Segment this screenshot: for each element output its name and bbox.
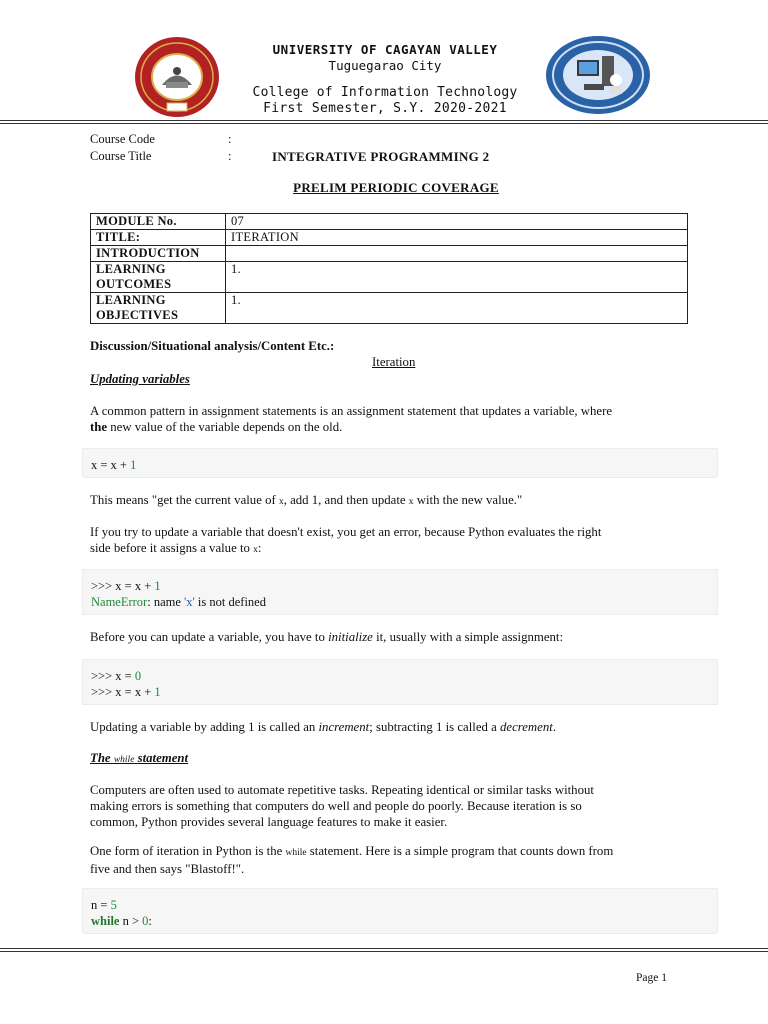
paragraph-initialize <box>90 629 720 645</box>
table-row <box>91 214 688 230</box>
introduction-value <box>226 246 688 262</box>
learning-outcomes-value: 1. <box>226 262 688 293</box>
introduction-label: INTRODUCTION <box>91 246 226 262</box>
paragraph-text: A common pattern in assignment statements is an assignment statement that updates a variable, where <box>90 404 613 418</box>
paragraph-text: making errors is something that computers do well and people do poorly. Because iteration is so <box>90 799 582 813</box>
code-number: 1 <box>154 685 161 699</box>
institution-block <box>220 42 550 116</box>
paragraph-emphasis: increment <box>318 720 370 734</box>
code-text: : name <box>147 595 185 609</box>
table-row <box>91 262 688 293</box>
paragraph-text: side before it assigns a value to <box>90 541 254 555</box>
document-header <box>0 0 768 124</box>
iteration-title: Iteration <box>372 355 416 369</box>
code-text: : <box>148 914 152 928</box>
course-title-row <box>90 149 490 164</box>
paragraph-text: This means "get the current value of <box>90 493 279 507</box>
table-row <box>91 230 688 246</box>
inline-code: x <box>408 497 414 507</box>
code-number: 1 <box>154 579 161 593</box>
code-error-name: NameError <box>91 595 148 609</box>
table-row <box>91 293 688 324</box>
inline-code: x <box>253 545 258 555</box>
code-text: >>> x = x + <box>91 685 155 699</box>
learning-objectives-label-line1: LEARNING <box>96 293 166 307</box>
paragraph-text: , add 1, and then update <box>283 493 409 507</box>
course-title-label: Course Title <box>90 149 152 163</box>
paragraph-text: . <box>552 720 557 734</box>
code-block-increment <box>82 448 718 478</box>
paragraph-emphasis: initialize <box>328 630 373 644</box>
paragraph-text: Before you can update a variable, you have to <box>90 630 329 644</box>
paragraph-text: common, Python provides several language features to make it easier. <box>90 815 448 829</box>
footer-divider <box>0 948 768 952</box>
updating-variables-heading: Updating variables <box>90 372 190 386</box>
paragraph-text: it, usually with a simple assignment: <box>372 630 564 644</box>
paragraph-increment <box>90 719 720 735</box>
paragraph-text: Updating a variable by adding 1 is called an <box>90 720 319 734</box>
module-no-value: 07 <box>226 214 688 230</box>
paragraph-meaning <box>90 492 720 510</box>
code-block-initialize <box>82 659 718 705</box>
course-code-colon: : <box>228 132 232 146</box>
paragraph-text: ; subtracting 1 is called a <box>369 720 500 734</box>
college-name: College of Information Technology <box>252 85 518 100</box>
while-statement-heading <box>90 750 720 768</box>
university-name: UNIVERSITY OF CAGAYAN VALLEY <box>272 42 498 57</box>
code-text: n > <box>119 914 143 928</box>
course-code-label: Course Code <box>90 132 155 146</box>
learning-outcomes-label-line2: OUTCOMES <box>96 277 172 291</box>
code-block-nameerror <box>82 569 718 615</box>
paragraph-text: five and then says "Blastoff!". <box>90 862 245 876</box>
course-code-row <box>90 132 231 147</box>
learning-objectives-label-line2: OBJECTIVES <box>96 308 179 322</box>
paragraph-automation <box>90 782 720 830</box>
paragraph-text: new value of the variable depends on the old. <box>107 420 343 434</box>
paragraph-text: : <box>257 541 262 555</box>
semester-line: First Semester, S.Y. 2020-2021 <box>263 101 507 116</box>
module-no-label: MODULE No. <box>91 214 226 230</box>
course-title-value: INTEGRATIVE PROGRAMMING 2 <box>272 149 490 164</box>
module-title-label: TITLE: <box>91 230 226 246</box>
course-title-colon: : <box>228 149 232 163</box>
code-text: is not defined <box>194 595 266 609</box>
learning-objectives-label <box>91 293 226 324</box>
page-number: Page 1 <box>636 972 667 984</box>
header-divider <box>0 120 768 124</box>
paragraph-text: with the new value." <box>413 493 523 507</box>
code-text: n = <box>91 898 111 912</box>
module-title-value: ITERATION <box>226 230 688 246</box>
module-table <box>90 213 688 324</box>
code-number: 1 <box>130 458 137 472</box>
code-text: x = x + <box>91 458 131 472</box>
code-keyword: while <box>91 914 120 928</box>
paragraph-error <box>90 524 720 558</box>
code-block-countdown <box>82 888 718 934</box>
cit-logo-icon <box>544 34 652 116</box>
paragraph-text: statement. Here is a simple program that counts down from <box>306 844 614 858</box>
learning-outcomes-label-line1: LEARNING <box>96 262 166 276</box>
code-number: 0 <box>134 669 142 683</box>
paragraph-emphasis: the <box>90 420 108 434</box>
paragraph-emphasis: decrement <box>499 720 553 734</box>
learning-objectives-value: 1. <box>226 293 688 324</box>
table-row <box>91 246 688 262</box>
heading-text: The <box>90 751 111 765</box>
inline-code: while <box>113 755 135 765</box>
code-text: >>> x = <box>91 669 135 683</box>
code-text: >>> x = x + <box>91 579 155 593</box>
paragraph-text: If you try to update a variable that doesn't exist, you get an error, because Python evaluates the right <box>90 525 602 539</box>
inline-code: while <box>285 848 307 858</box>
code-number: 0 <box>142 914 149 928</box>
learning-outcomes-label <box>91 262 226 293</box>
code-string: 'x' <box>184 595 195 609</box>
university-city: Tuguegarao City <box>328 58 442 73</box>
discussion-heading: Discussion/Situational analysis/Content Etc.: <box>90 339 335 353</box>
code-number: 5 <box>110 898 117 912</box>
paragraph-text: Computers are often used to automate repetitive tasks. Repeating identical or similar tasks without <box>90 783 594 797</box>
inline-code: x <box>278 497 284 507</box>
coverage-title: PRELIM PERIODIC COVERAGE <box>293 180 499 195</box>
paragraph-updating <box>90 403 720 435</box>
university-seal-icon <box>122 30 232 120</box>
paragraph-text: One form of iteration in Python is the <box>90 844 286 858</box>
paragraph-while <box>90 843 720 877</box>
heading-text: statement <box>137 751 189 765</box>
